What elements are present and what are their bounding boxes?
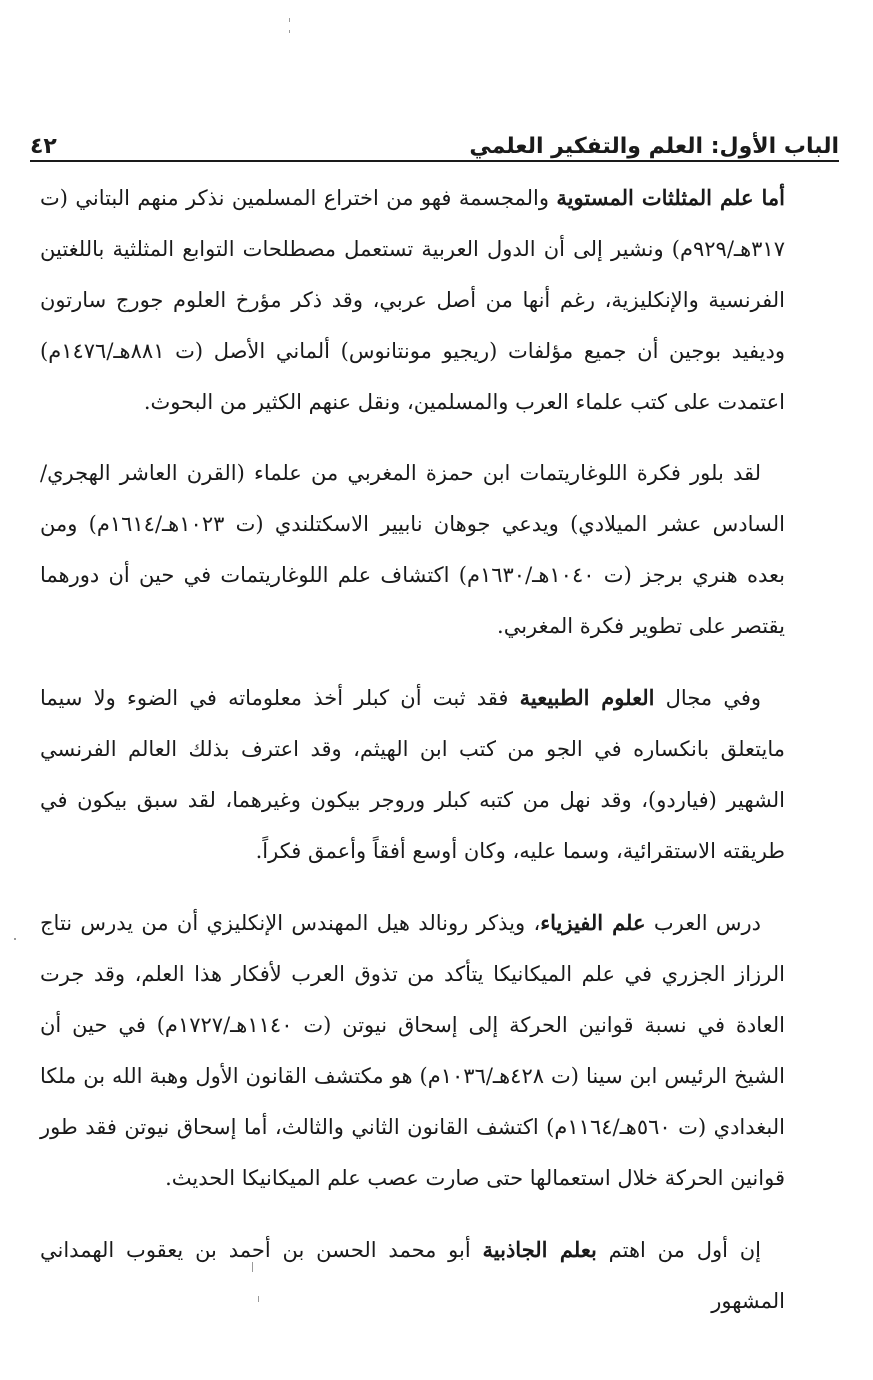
paragraph-trigonometry: [40, 172, 785, 428]
bold-term: علم الفيزياء: [540, 910, 646, 935]
paragraph-text: أبو محمد الحسن بن أحمد بن يعقوب الهمداني المشهور: [40, 1238, 785, 1313]
paragraph-text: ، ويذكر رونالد هيل المهندس الإنكليزي أن من يدرس نتاج الرزاز الجزري في علم الميكانيكا يتأكد من تذوق العرب لأفكار هذا العلم، وقد جرت العادة في نسبة قوانين الحركة إلى إسحاق نيوتن (ت ١١٤٠هـ/١٧٢٧م) في حين أن الشيخ الرئيس ابن سينا (ت ٤٢٨هـ/١٠٣٦م) هو مكتشف القانون الأول وهبة الله بن ملكا البغدادي (ت ٥٦٠هـ/١١٦٤م) اكتشف القانون الثاني والثالث، أما إسحاق نيوتن فقد طور قوانين الحركة خلال استعمالها حتى صارت عصب علم الميكانيكا الحديث.: [40, 911, 785, 1190]
paragraph-lead: درس العرب: [645, 911, 761, 935]
paragraph-logarithms: [40, 448, 785, 652]
paragraph-text: فقد ثبت أن كبلر أخذ معلوماته في الضوء ولا سيما مايتعلق بانكساره في الجو من كتب ابن الهيثم، وقد اعترف بذلك العالم الفرنسي الشهير (فياردو)، وقد نهل من كتبه كبلر وروجر بيكون وغيرهما، لقد سبق بيكون في طريقته الاستقرائية، وسما عليه، وكان أوسع أفقاً وأعمق فكراً.: [40, 686, 785, 863]
body-text: [40, 172, 785, 1347]
running-head: الباب الأول: العلم والتفكير العلمي: [469, 134, 839, 159]
paragraph-gravity: [40, 1224, 785, 1327]
page-header: [30, 110, 839, 162]
paragraph-text: لقد بلور فكرة اللوغاريتمات ابن حمزة المغربي من علماء (القرن العاشر الهجري/السادس عشر الميلادي) ويدعي جوهان نابيير الاسكتلندي (ت ١٠٢٣هـ/١٦١٤م) ومن بعده هنري برجز (ت ١٠٤٠هـ/١٦٣٠م) اكتشاف علم اللوغاريتمات في حين أن دورهما يقتصر على تطوير فكرة المغربي.: [40, 461, 785, 638]
paragraph-text: والمجسمة فهو من اختراع المسلمين نذكر منهم البتاني (ت ٣١٧هـ/٩٢٩م) ونشير إلى أن الدول العربية تستعمل مصطلحات التوابع المثلثية باللغتين الفرنسية والإنكليزية، رغم أنها من أصل عربي، وقد ذكر مؤرخ العلوم جورج سارتون وديفيد بوجين أن جميع مؤلفات (ريجيو مونتانوس) ألماني الأصل (ت ٨٨١هـ/١٤٧٦م) اعتمدت على كتب علماء العرب والمسلمين، ونقل عنهم الكثير من البحوث.: [40, 186, 785, 414]
paragraph-lead: إن أول من اهتم: [596, 1238, 761, 1262]
paragraph-physics: [40, 897, 785, 1204]
bold-term: بعلم الجاذبية: [482, 1237, 597, 1262]
bold-term: أما علم المثلثات المستوية: [556, 185, 785, 210]
scan-speck: [289, 30, 290, 33]
page-number: ٤٢: [30, 134, 57, 159]
scan-speck: [14, 938, 16, 940]
bold-term: العلوم الطبيعية: [519, 685, 655, 710]
paragraph-natural-sciences: [40, 672, 785, 877]
scan-speck: [289, 18, 290, 22]
paragraph-lead: وفي مجال: [654, 686, 761, 710]
